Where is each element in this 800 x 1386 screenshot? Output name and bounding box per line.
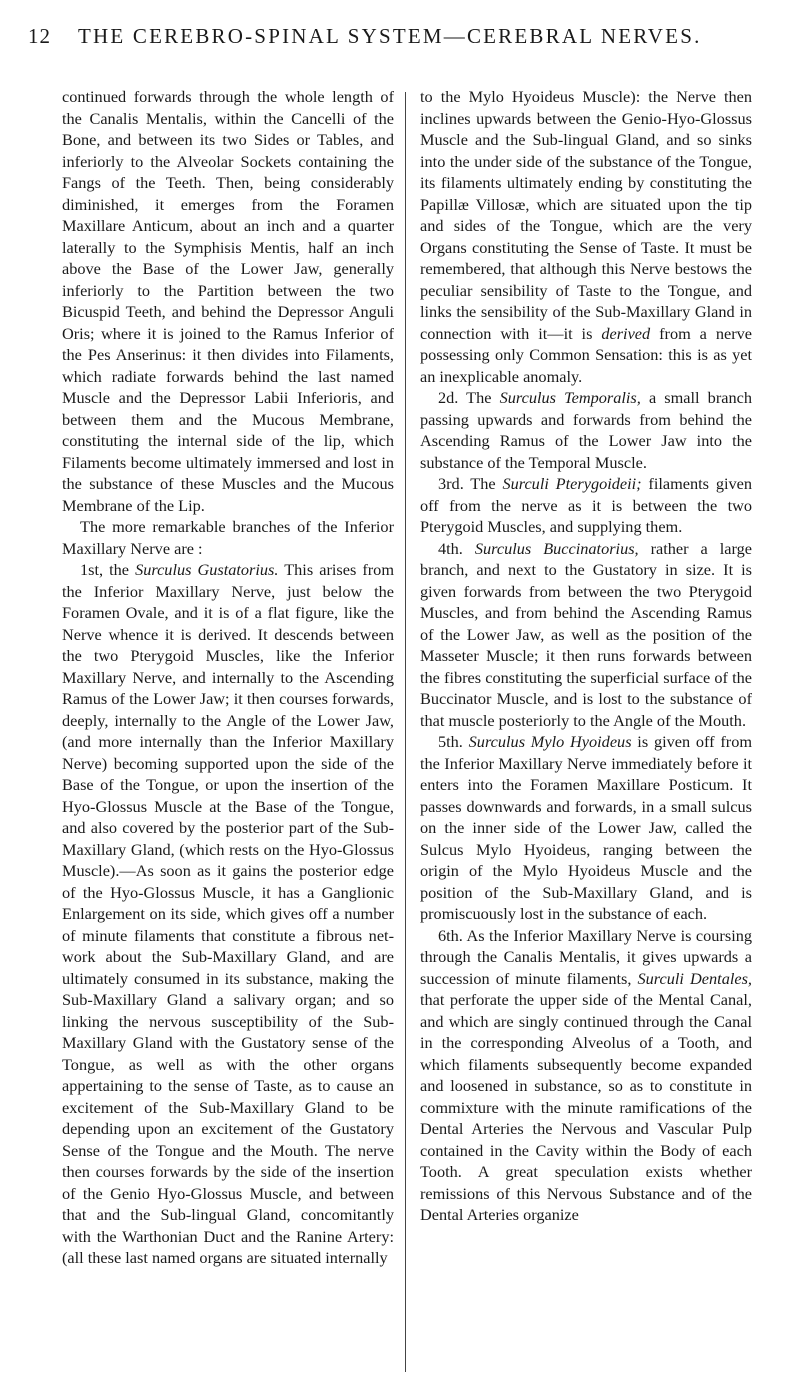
right-column [420, 86, 752, 1376]
item-text: that perforate the upper side of the Mental Canal, and which are singly continued through the Canal in the corresponding Alveolus of a Tooth, and which filaments subsequently become expanded and loosened in substance, so as to constitute in commixture with the minute ramifications of the Dental Arteries the Nervous and Vascular Pulp contained in the Cavity within the Body of each Tooth. A great speculation exists whether remissions of this Nervous Substance and of the Dental Arteries organize [420, 990, 752, 1224]
paragraph [420, 925, 752, 1226]
item-number: 3rd. The [438, 474, 503, 493]
paragraph: The more remarkable branches of the Inferior Maxillary Nerve are : [62, 517, 394, 558]
item-number: 5th. [438, 732, 469, 751]
item-text: from a nerve possessing only Common Sensation: this is as yet an inexplicable anomaly. [420, 323, 752, 386]
running-head: THE CEREBRO-SPINAL SYSTEM—CEREBRAL NERVES. [78, 24, 702, 48]
item-text: This arises from the Inferior Maxillary Nerve, just below the Foramen Ovale, and it is of a flat figure, like the Nerve whence it is derived. It descends between the two Pterygoid Muscles, like the Inferior Maxillary Nerve, and internally to the Ascending Ramus of the Lower Jaw; it then courses forwards, deeply, internally to the Angle of the Lower Jaw, (and more internally than the Inferior Maxillary Nerve) becoming supported upon the side of the Base of the Tongue, or upon the insertion of the Hyo-Glossus Muscle at the Base of the Tongue, and also covered by the posterior part of the Sub-Maxillary Gland, (which rests on the Hyo-Glossus Muscle).—As soon as it gains the posterior edge of the Hyo-Glossus Muscle, it has a Ganglionic Enlargement on its side, which gives off a number of minute filaments that constitute a fibrous net-work about the Sub-Maxillary Gland, and are ultimately consumed in its substance, making the Sub-Maxillary Gland a salivary organ; and so linking the nervous susceptibility of the Sub-Maxillary Gland with the Gustatory sense of the Tongue, as well as with the other organs appertaining to the sense of Taste, as to cause an excitement of the Sub-Maxillary Gland to be depending upon an excitement of the Gustatory Sense of the Tongue and the Mouth. The nerve then courses forwards by the side of the insertion of the Genio Hyo-Glossus Muscle, and between that and the Sub-lingual Gland, concomitantly with the Warthonian Duct and the Ranine Artery: (all these last named organs are situated internally [62, 560, 394, 1267]
nerve-name: Surculus Buccinatorius, [474, 538, 639, 558]
item-text: to the Mylo Hyoideus Muscle): the Nerve then inclines upwards between the Genio-Hyo-Glossus Muscle and the Sub-lingual Gland, and so sinks into the under side of the substance of the Tongue, its filaments ultimately ending by constituting the Papillæ Villosæ, which are situated upon the tip and sides of the Tongue, which are the very Organs constituting the Sense of Taste. It must be remembered, that although this Nerve bestows the peculiar sensibility of Taste to the Tongue, and links the sensibility of the Sub-Maxillary Gland in connection with it—it is [420, 87, 752, 343]
paragraph [420, 538, 752, 732]
page-header [0, 0, 800, 60]
column-divider [405, 92, 406, 1372]
nerve-name: Surculi Dentales, [637, 968, 752, 988]
paragraph [420, 86, 752, 387]
nerve-name: Surculus Temporalis, [499, 388, 641, 407]
nerve-name: Surculi Pterygoideii; [502, 474, 642, 493]
emphasis: derived [601, 323, 651, 343]
paragraph: continued forwards through the whole length of the Canalis Mentalis, within the Cancelli of the Bone, and between its two Sides or Tables, and inferiorly to the Alveolar Sockets containing the Fangs of the Teeth. Then, being considerably diminished, it emerges from the Foramen Maxillare Anticum, about an inch and a quarter laterally to the Symphisis Mentis, half an inch above the Base of the Lower Jaw, generally inferiorly to the Partition between the two Bicuspid Teeth, and behind the Depressor Anguli Oris; where it is joined to the Ramus Inferior of the Pes Anserinus: it then divides into Filaments, which radiate forwards behind the last named Muscle and the Depressor Labii Inferioris, and between them and the Mucous Membrane, constituting the internal side of the lip, which Filaments become ultimately immersed and lost in the substance of these Muscles and the Mucous Membrane of the Lip. [62, 87, 394, 515]
item-text: rather a large branch, and next to the Gustatory in size. It is given forwards from between the two Pterygoid Muscles, and from behind the Ascending Ramus of the Lower Jaw, as well as the position of the Masseter Muscle; it then runs forwards between the fibres constituting the superficial surface of the Buccinator Muscle, and is lost to the substance of that muscle posteriorly to the Angle of the Mouth. [420, 538, 752, 730]
item-text: is given off from the Inferior Maxillary Nerve immediately before it enters into the Foramen Maxillare Posticum. It passes downwards and forwards, in a small sulcus on the inner side of the Lower Jaw, called the Sulcus Mylo Hyoideus, ranging between the origin of the Mylo Hyoideus Muscle and the position of the Sub-Maxillary Gland, and is promiscuously lost in the substance of each. [420, 732, 752, 923]
nerve-name: Surculus Mylo Hyoideus [468, 732, 632, 751]
item-number: 4th. [438, 538, 475, 558]
item-text: filaments given off from the nerve as it is between the two Pterygoid Muscles, and supplying them. [420, 474, 752, 536]
page-number: 12 [28, 24, 51, 48]
item-text: 6th. As the Inferior Maxillary Nerve is coursing through the Canalis Mentalis, it gives upwards a succession of minute filaments, [420, 925, 752, 988]
paragraph [420, 387, 752, 473]
item-number: 2d. The [438, 388, 500, 407]
paragraph [420, 473, 752, 538]
item-number: 1st, the [80, 560, 136, 579]
paragraph [420, 731, 752, 925]
paragraph [62, 559, 394, 1269]
item-text: a small branch passing upwards and forwards from behind the Ascending Ramus of the Lower Jaw into the substance of the Temporal Muscle. [420, 388, 752, 472]
left-column [62, 86, 394, 1376]
nerve-name: Surculus Gustatorius. [135, 560, 279, 579]
